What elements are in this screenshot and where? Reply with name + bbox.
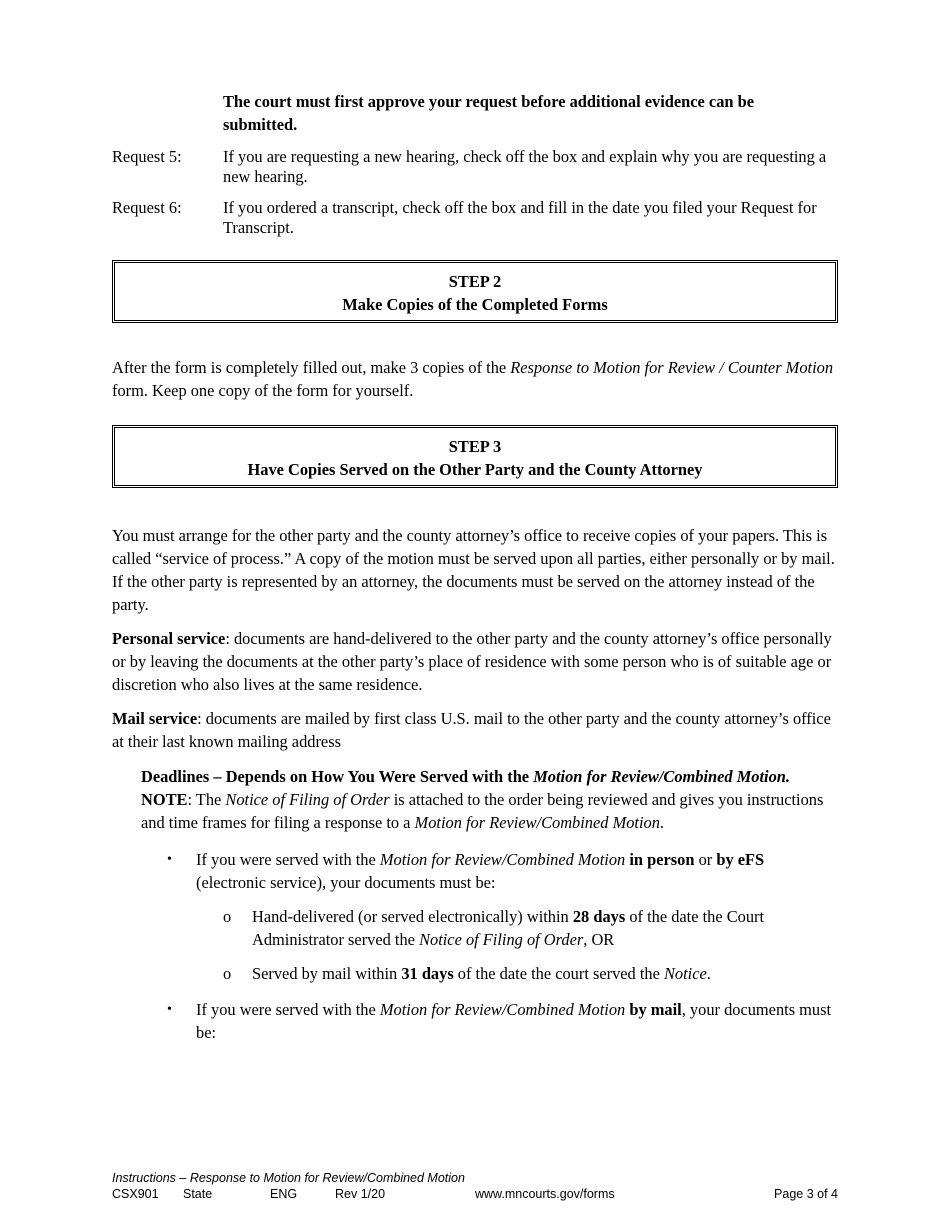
page-number: Page 3 of 4: [774, 1187, 838, 1201]
service-intro-paragraph: You must arrange for the other party and the county attorney’s office to receive copies of your papers. This is called “service of process.” A copy of the motion must be served upon all parties, either personally or by mail. If the other party is represented by an attorney, the documents must be served on the attorney instead of the party.: [112, 526, 835, 614]
footer-title: Instructions – Response to Motion for Review/Combined Motion: [112, 1171, 465, 1185]
approval-note: The court must first approve your request before additional evidence can be submitted.: [223, 92, 755, 134]
personal-service-paragraph: Personal service: documents are hand-delivered to the other party and the county attorney’s office personally or by leaving the documents at the other party’s place of residence with some person who is of suitable age or discretion who also lives at the same residence.: [112, 629, 832, 694]
request-6-row: [112, 198, 838, 238]
bullet-item-by-mail: • If you were served with the Motion for Review/Combined Motion by mail, your documents must be:: [167, 1000, 832, 1042]
mail-service-paragraph: Mail service: documents are mailed by first class U.S. mail to the other party and the county attorney’s office at their last known mailing address: [112, 709, 831, 751]
step-title: STEP 3: [448, 437, 502, 456]
bullet-icon: •: [167, 852, 172, 867]
sub-item-served-by-mail: o Served by mail within 31 days of the date the court served the Notice.: [223, 964, 711, 983]
form-language: ENG: [270, 1187, 298, 1201]
deadlines-paragraph: Deadlines – Depends on How You Were Served with the Motion for Review/Combined Motion. NOTE: The Notice of Filing of Order is attached to the order being reviewed and gives you instructions and time frames for filing a response to a Motion for Review/Combined Motion.: [141, 767, 824, 832]
request-label: Request 5:: [112, 147, 182, 166]
circle-bullet-icon: o: [223, 964, 232, 983]
step-subtitle: Have Copies Served on the Other Party and the County Attorney: [247, 460, 703, 479]
request-5-row: [112, 147, 838, 187]
form-revision: Rev 1/20: [335, 1187, 386, 1201]
footer-meta-row: [112, 1186, 838, 1202]
request-label: Request 6:: [112, 198, 182, 217]
sub-item-hand-delivered: o Hand-delivered (or served electronically) within 28 days of the date the Court Administrator served the Notice of Filing of Order, OR: [223, 907, 765, 949]
step-subtitle: Make Copies of the Completed Forms: [342, 295, 608, 314]
document-body: [112, 90, 838, 1044]
bullet-item-in-person: • If you were served with the Motion for Review/Combined Motion in person or by eFS (electronic service), your documents must be:: [167, 850, 765, 892]
request-text: If you ordered a transcript, check off the box and fill in the date you filed your Request for Transcript.: [223, 198, 817, 237]
bullet-icon: •: [167, 1002, 172, 1017]
form-jurisdiction: State: [183, 1187, 213, 1201]
request-text: If you are requesting a new hearing, check off the box and explain why you are requesting a new hearing.: [223, 147, 827, 186]
copies-paragraph: After the form is completely filled out, make 3 copies of the Response to Motion for Review / Counter Motion form. Keep one copy of the form for yourself.: [112, 358, 834, 400]
circle-bullet-icon: o: [223, 907, 232, 926]
page-footer: [112, 1170, 838, 1202]
step-title: STEP 2: [448, 272, 502, 291]
step-3-box: [112, 425, 838, 488]
step-2-box: [112, 260, 838, 323]
forms-url: www.mncourts.gov/forms: [475, 1187, 615, 1201]
form-code: CSX901: [112, 1187, 159, 1201]
